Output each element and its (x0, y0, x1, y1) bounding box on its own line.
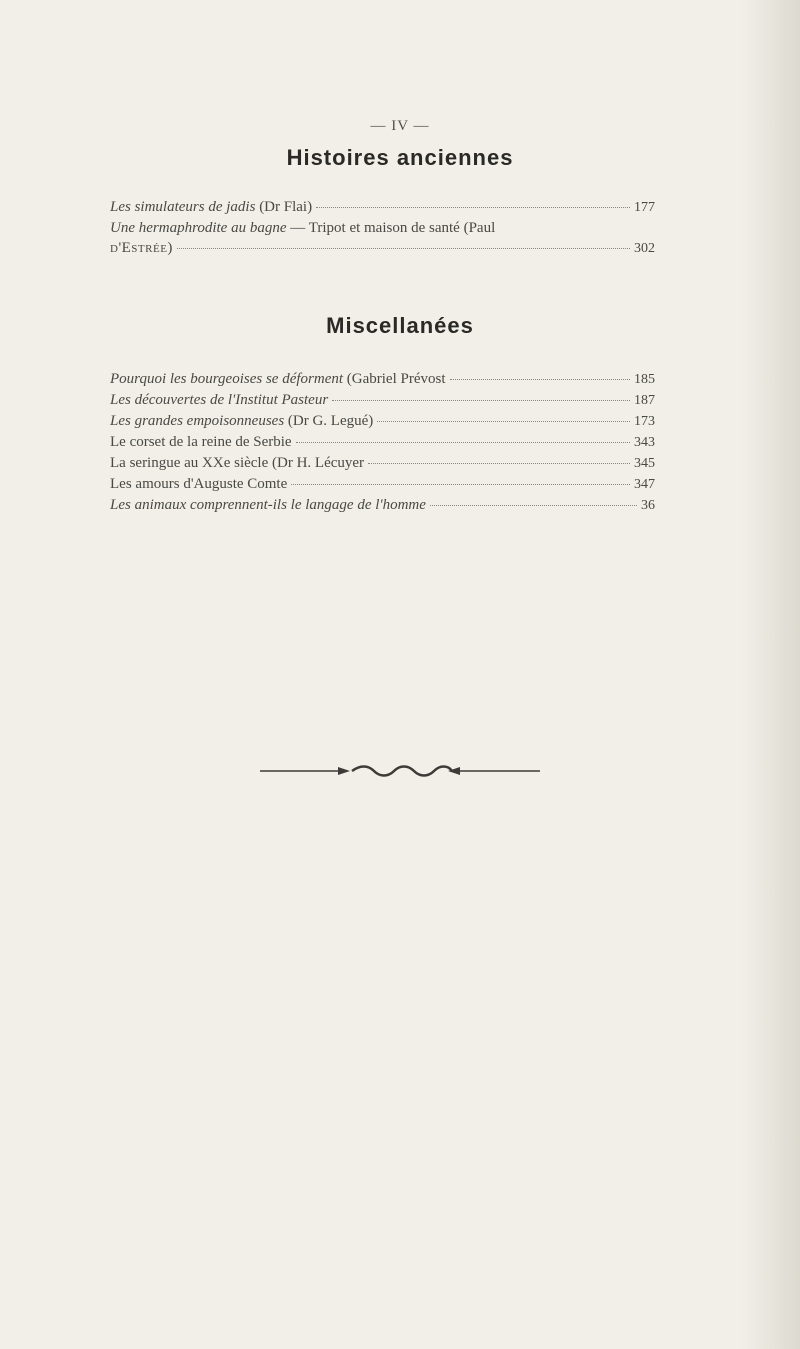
toc-section-miscellanees (110, 369, 655, 516)
leader-dots (291, 484, 630, 485)
leader-dots (316, 207, 630, 208)
leader-dots (450, 379, 630, 380)
section-title-miscellanees: Miscellanées (326, 313, 474, 338)
entry-page-number: 177 (634, 200, 655, 215)
entry-author: (Dr Flai) (259, 199, 313, 215)
entry-title: Une hermaphrodite au bagne (110, 220, 287, 236)
toc-section-histoires (110, 197, 655, 259)
entry-page-number: 347 (634, 477, 655, 492)
entry-page-number: 36 (641, 498, 655, 513)
toc-entry (110, 474, 655, 495)
entry-author: (Dr G. Legué) (287, 413, 374, 429)
entry-detail-continued: d'Estrée) (110, 240, 173, 256)
entry-page-number: 345 (634, 456, 655, 471)
entry-title: Les grandes empoisonneuses (110, 413, 285, 429)
toc-entry (110, 390, 655, 411)
page-folio: — IV — (370, 118, 430, 134)
entry-page-number: 187 (634, 393, 655, 408)
leader-dots (377, 421, 630, 422)
entry-title: Les animaux comprennent-ils le langage de l'homme (110, 497, 426, 513)
entry-title: La seringue au XXe siècle (110, 455, 269, 471)
entry-title: Les simulateurs de jadis (110, 199, 256, 215)
leader-dots (332, 400, 630, 401)
entry-page-number: 302 (634, 241, 655, 256)
toc-entry (110, 432, 655, 453)
entry-detail: — Tripot et maison de santé (Paul (290, 220, 496, 236)
toc-entry (110, 369, 655, 390)
leader-dots (430, 505, 637, 506)
entry-title: Les amours d'Auguste Comte (110, 476, 288, 492)
toc-entry (110, 197, 655, 218)
leader-dots (177, 248, 630, 249)
entry-title: Le corset de la reine de Serbie (110, 434, 292, 450)
toc-entry (110, 218, 655, 259)
entry-title: Pourquoi les bourgeoises se déforment (110, 371, 344, 387)
toc-entry (110, 495, 655, 516)
decorative-ornament (260, 765, 540, 777)
section-title-histoires-anciennes: Histoires anciennes (286, 145, 514, 170)
leader-dots (296, 442, 630, 443)
toc-entry (110, 411, 655, 432)
entry-page-number: 343 (634, 435, 655, 450)
entry-page-number: 173 (634, 414, 655, 429)
entry-author: (Gabriel Prévost (346, 371, 446, 387)
entry-author: (Dr H. Lécuyer (272, 455, 365, 471)
entry-page-number: 185 (634, 372, 655, 387)
leader-dots (368, 463, 630, 464)
toc-entry (110, 453, 655, 474)
entry-title: Les découvertes de l'Institut Pasteur (110, 392, 329, 408)
